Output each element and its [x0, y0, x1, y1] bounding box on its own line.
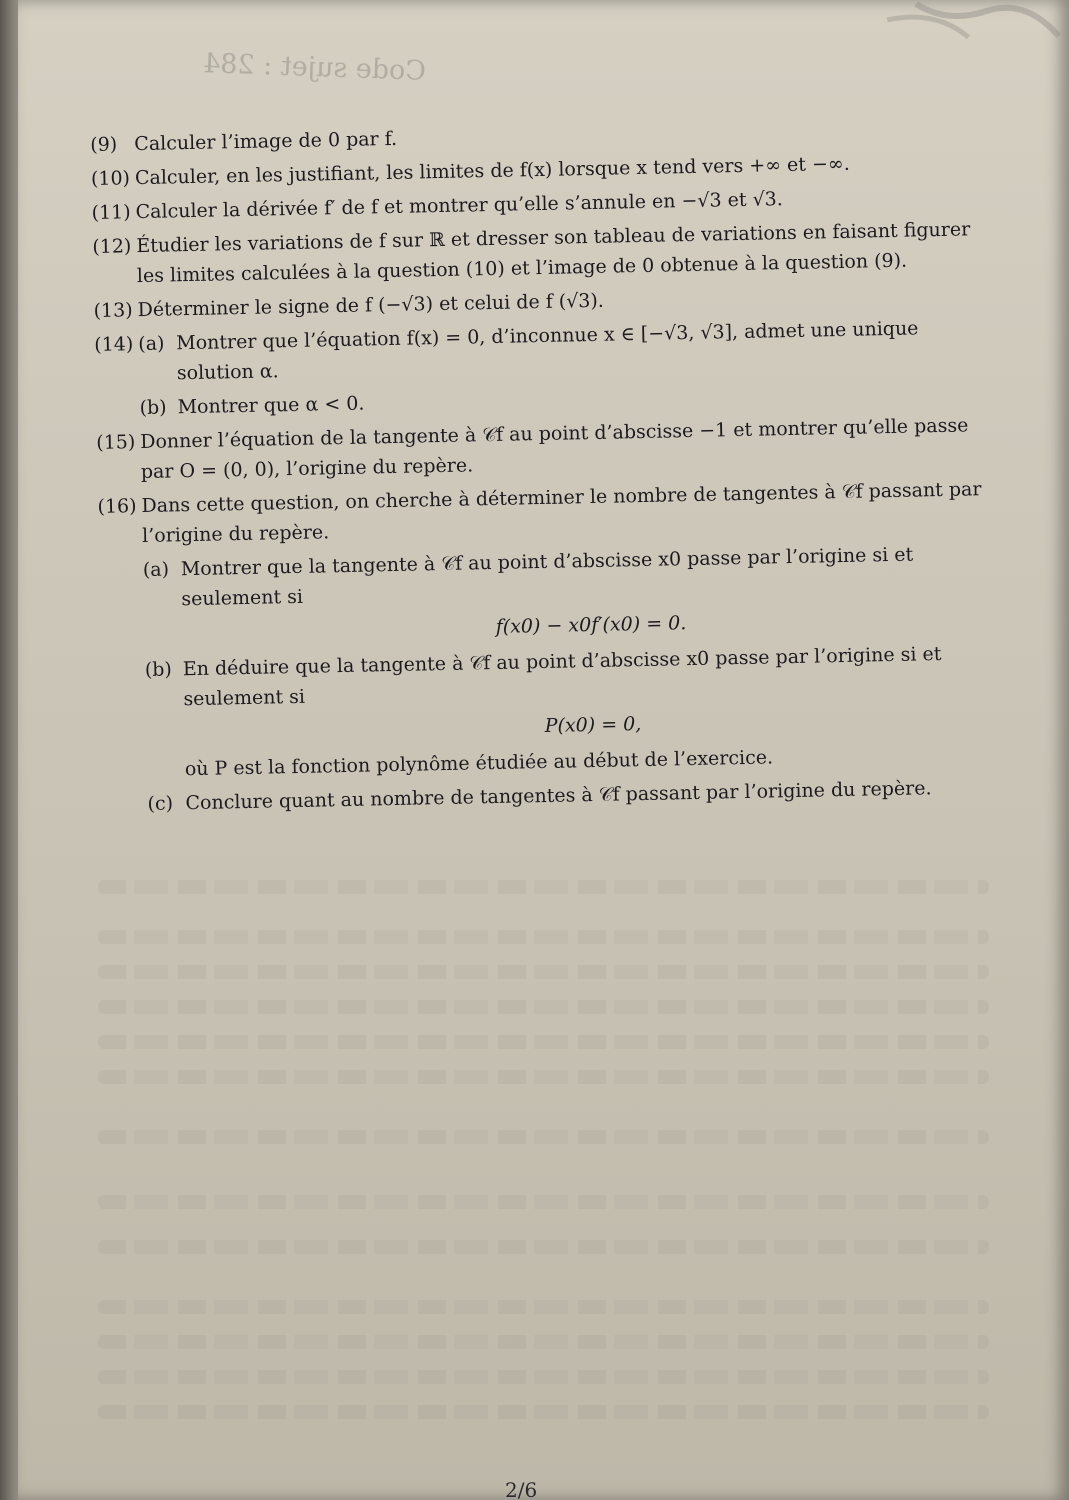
question-text: Déterminer le signe de f (−√3) et celui de f (√3). [137, 289, 605, 322]
question-text: Dans cette question, on cherche à déterminer le nombre de tangentes à 𝒞f passant par l’origine du repère. [141, 478, 982, 548]
sub-question-letter: (a) [142, 558, 170, 582]
show-through-logo [876, 0, 1069, 75]
show-through-line [98, 930, 989, 944]
question-number: (13) [93, 299, 133, 322]
show-through-line [98, 1130, 989, 1144]
show-through-line [98, 1070, 989, 1084]
question-16b-note: où P est la fonction polynôme étudiée au début de l’exercice. [184, 746, 774, 781]
tangent-condition-formula: f(x0) − x0f′(x0) = 0. [495, 612, 687, 638]
sub-question-text: En déduire que la tangente à 𝒞f au point d’abscisse x0 passe par l’origine si et seulement si [182, 643, 942, 711]
show-through-line [98, 1195, 989, 1209]
question-16a [143, 538, 1001, 649]
question-number: (15) [96, 431, 136, 454]
question-number: (16) [97, 495, 137, 518]
exercise-content [90, 112, 1004, 824]
sub-question-letter: (a) [138, 332, 165, 356]
question-14 [94, 312, 996, 424]
show-through-line [98, 1335, 989, 1349]
show-through-line [98, 1405, 989, 1419]
question-text: Étudier les variations de f sur ℝ et dresser son tableau de variations en faisant figurer les limites calculées à la question (10) et l’image de 0 obtenue à la question (9). [136, 218, 971, 288]
show-through-code-sujet: Code sujet : 284 [202, 48, 427, 87]
sub-question-text: Conclure quant au nombre de tangentes à 𝒞f passant par l’origine du repère. [185, 777, 932, 815]
question-number: (10) [90, 167, 131, 190]
polynomial-condition-formula: P(x0) = 0, [544, 713, 642, 737]
logo-mark [876, 0, 1069, 59]
question-number: (12) [92, 235, 132, 258]
sub-question-text: Montrer que α < 0. [177, 392, 365, 419]
show-through-line [98, 1000, 989, 1014]
show-through-line [98, 1370, 989, 1384]
sub-question-letter: (c) [147, 792, 174, 815]
sub-question-letter: (b) [144, 658, 173, 682]
page-number: 2/6 [505, 1478, 538, 1500]
question-text: Donner l’équation de la tangente à 𝒞f au point d’abscisse −1 et montrer qu’elle passe par O = (0, 0), l’origine du repère. [140, 414, 969, 484]
question-number: (14) [94, 333, 134, 356]
question-16b [145, 638, 1003, 749]
question-text: Calculer, en les justifiant, les limites de f(x) lorsque x tend vers +∞ et −∞. [134, 152, 850, 190]
show-through-line [98, 1035, 989, 1049]
sub-question-text: Montrer que l’équation f(x) = 0, d’inconnue x ∈ [−√3, √3], admet une unique solution α. [176, 317, 919, 385]
show-through-line [98, 1240, 989, 1254]
show-through-line [98, 1300, 989, 1314]
question-text: Calculer la dérivée f′ de f et montrer qu’elle s’annule en −√3 et √3. [135, 188, 784, 224]
show-through-line [98, 965, 989, 979]
question-number: (9) [90, 133, 118, 156]
show-through-line [98, 880, 989, 894]
sub-question-text: Montrer que la tangente à 𝒞f au point d’abscisse x0 passe par l’origine si et seulement si [180, 543, 914, 611]
sub-question-letter: (b) [139, 396, 167, 420]
question-number: (11) [91, 201, 131, 224]
question-text: Calculer l’image de 0 par f. [134, 127, 398, 156]
